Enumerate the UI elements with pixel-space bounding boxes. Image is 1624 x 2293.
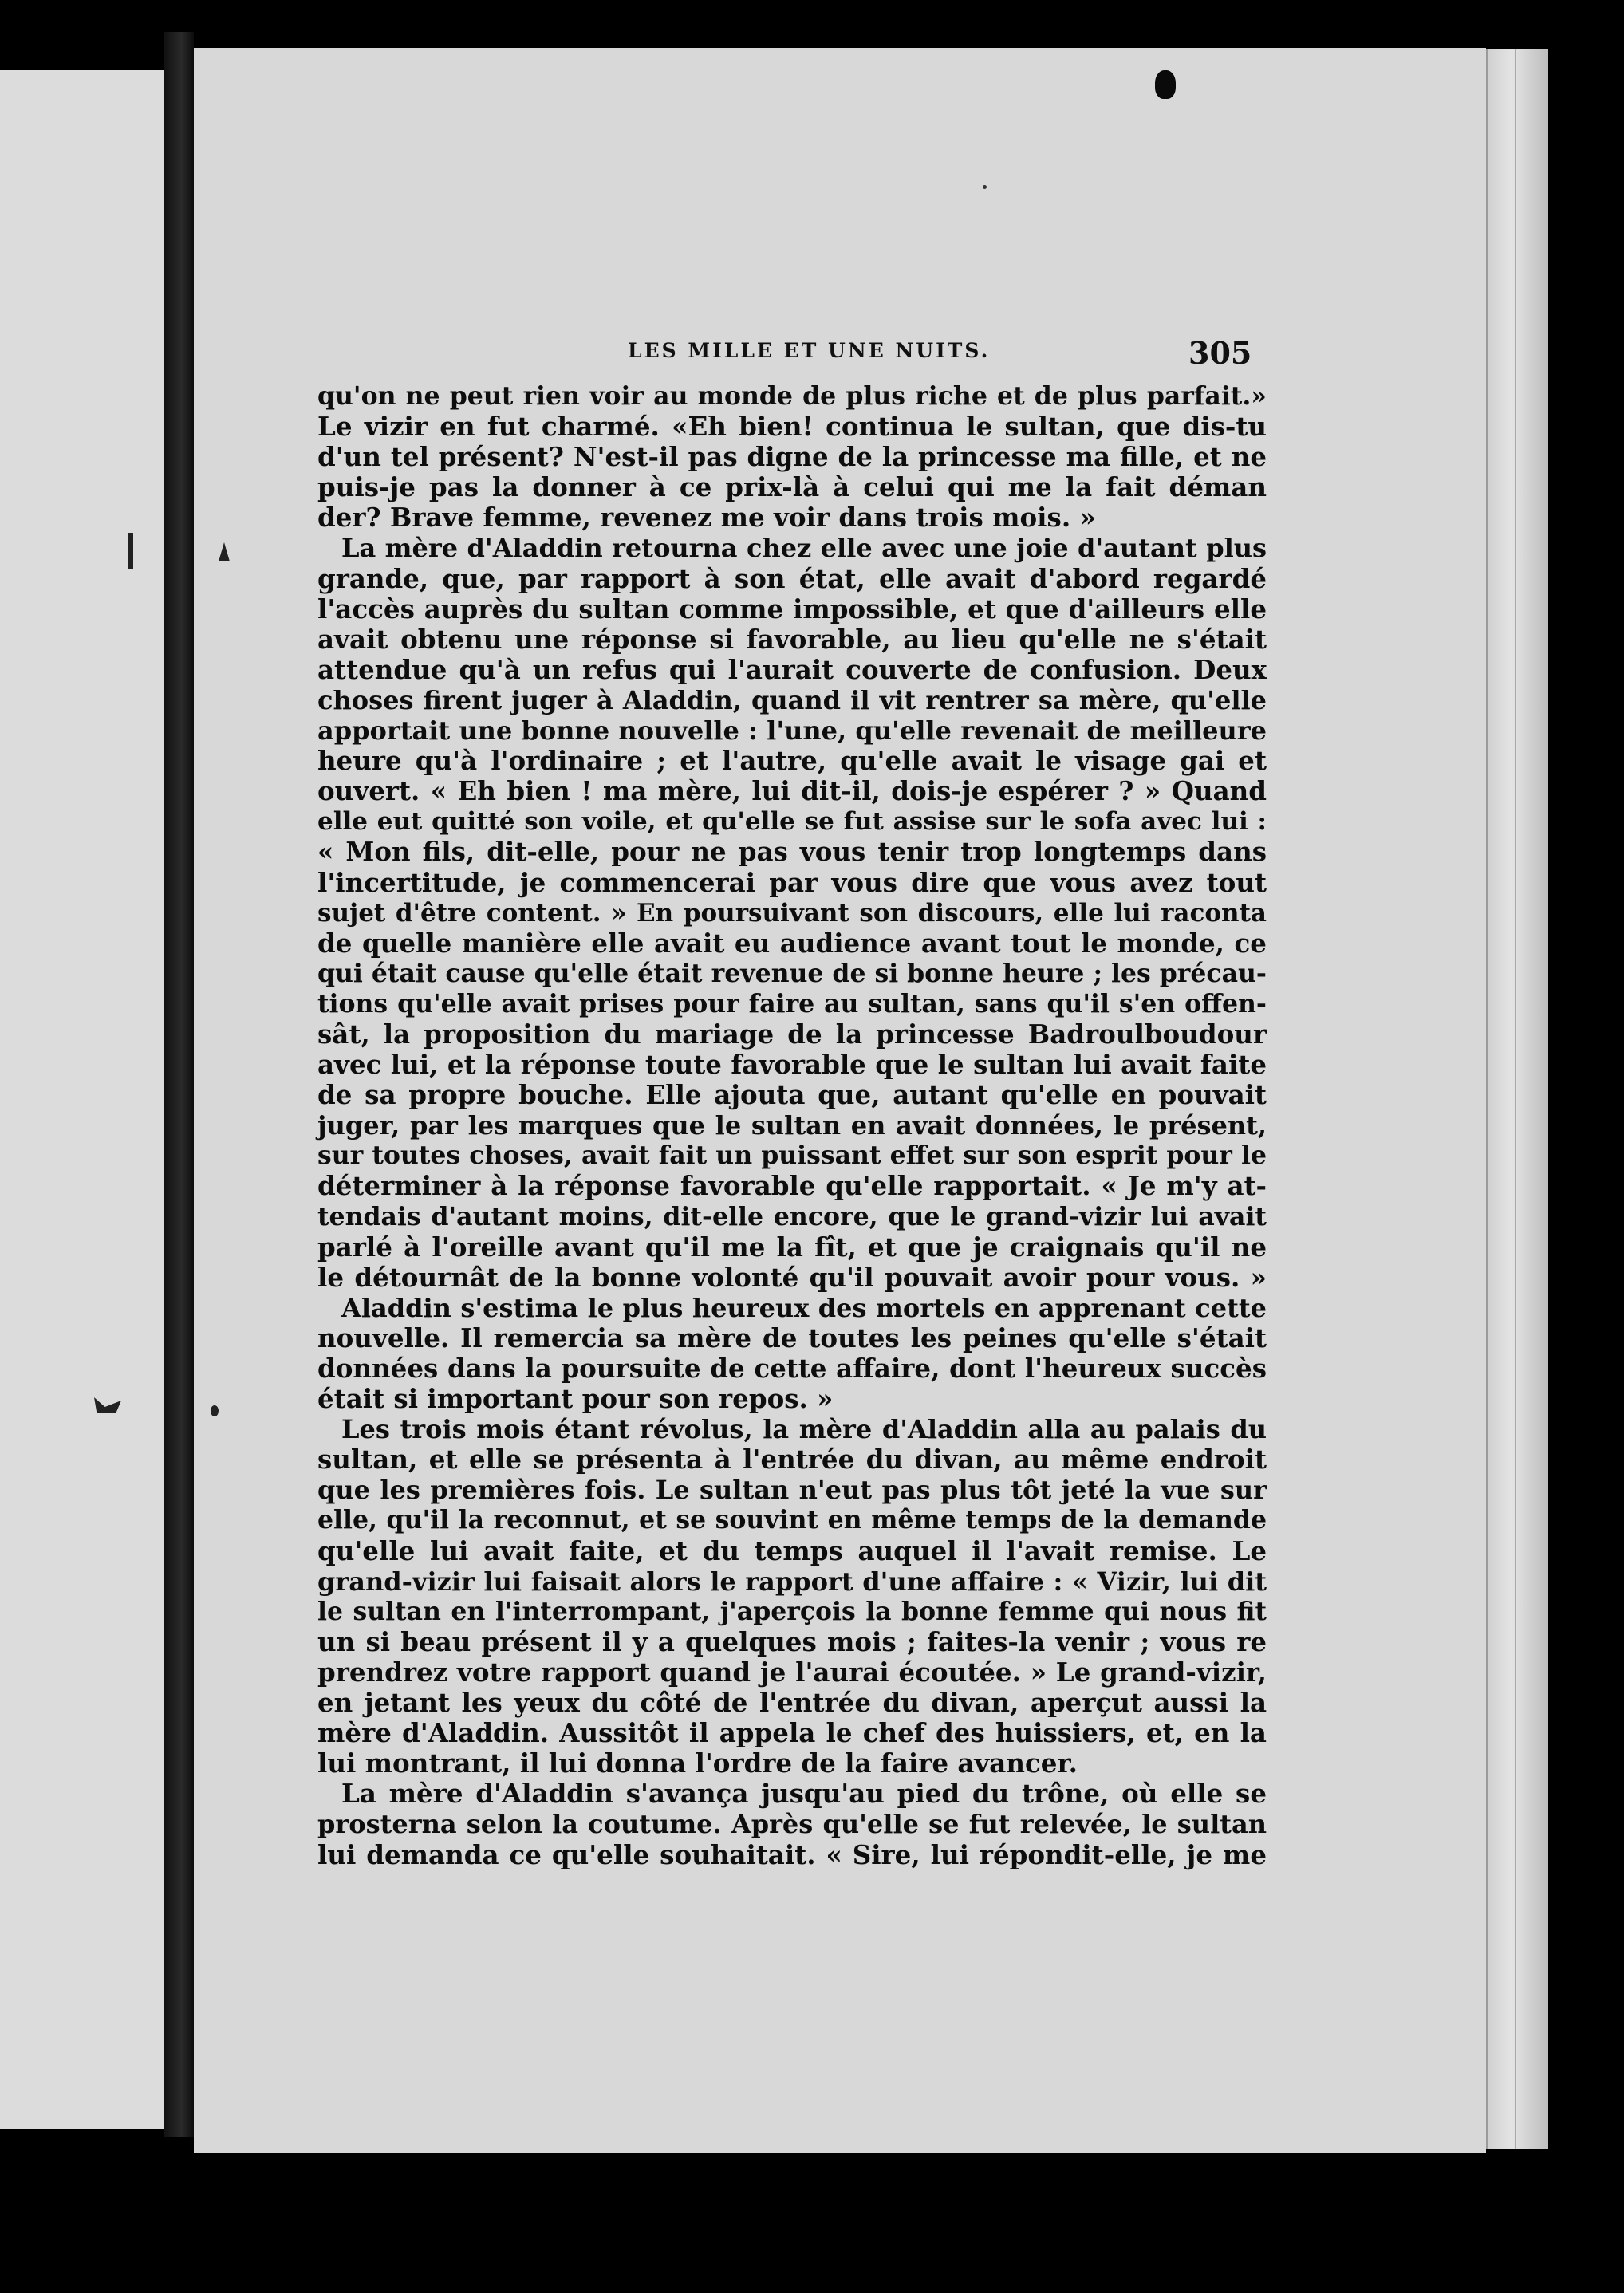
text-line: données dans la poursuite de cette affaire, dont l'heureux succès (317, 1353, 1267, 1384)
text-line: tions qu'elle avait prises pour faire au sultan, sans qu'il s'en offen- (317, 988, 1267, 1018)
text-line: que les premières fois. Le sultan n'eut pas plus tôt jeté la vue sur (317, 1475, 1267, 1506)
text-line: déterminer à la réponse favorable qu'elle rapportait. « Je m'y at- (317, 1170, 1267, 1202)
text-line: sur toutes choses, avait fait un puissant effet sur son esprit pour le (317, 1141, 1267, 1171)
text-line: le sultan en l'interrompant, j'aperçois la bonne femme qui nous fit (317, 1596, 1267, 1626)
text-line: de quelle manière elle avait eu audience avant tout le monde, ce (317, 927, 1267, 959)
text-line: La mère d'Aladdin s'avança jusqu'au pied du trône, où elle se (341, 1778, 1267, 1810)
text-line: un si beau présent il y a quelques mois ; faites-la venir ; vous re (317, 1625, 1267, 1657)
text-line: Les trois mois étant révolus, la mère d'Aladdin alla au palais du (341, 1414, 1267, 1445)
text-line: ouvert. « Eh bien ! ma mère, lui dit-il, dois-je espérer ? » Quand (317, 775, 1267, 807)
text-line: mère d'Aladdin. Aussitôt il appela le chef des huissiers, et, en la (317, 1717, 1267, 1749)
page-stack-edge (1486, 49, 1548, 2149)
text-line: nouvelle. Il remercia sa mère de toutes les peines qu'elle s'était (317, 1322, 1267, 1353)
text-line: le détournât de la bonne volonté qu'il pouvait avoir pour vous. » (317, 1261, 1267, 1293)
text-line: Aladdin s'estima le plus heureux des mortels en apprenant cette (341, 1292, 1267, 1323)
text-line: de sa propre bouche. Elle ajouta que, autant qu'elle en pouvait (317, 1079, 1267, 1111)
text-line: prendrez votre rapport quand je l'aurai écoutée. » Le grand-vizir, (317, 1656, 1267, 1688)
text-line: grand-vizir lui faisait alors le rapport d'une affaire : « Vizir, lui dit (317, 1566, 1267, 1597)
text-line: sât, la proposition du mariage de la princesse Badroulboudour (317, 1018, 1267, 1050)
text-line: elle, qu'il la reconnut, et se souvint en même temps de la demande (317, 1505, 1267, 1535)
text-line: sultan, et elle se présenta à l'entrée du divan, au même endroit (317, 1444, 1267, 1475)
text-line: attendue qu'à un refus qui l'aurait couverte de confusion. Deux (317, 653, 1267, 685)
scan-speck (983, 185, 987, 189)
text-line: l'incertitude, je commencerai par vous dire que vous avez tout (317, 866, 1267, 898)
running-title: LES MILLE ET UNE NUITS. (628, 339, 991, 362)
body-text (317, 381, 1267, 1870)
text-line: lui montrant, il lui donna l'ordre de la faire avancer. (317, 1747, 1078, 1779)
text-line: lui demanda ce qu'elle souhaitait. « Sire, lui répondit-elle, je me (317, 1838, 1267, 1870)
text-line: der? Brave femme, revenez me voir dans trois mois. » (317, 502, 1096, 534)
text-line: était si important pour son repos. » (317, 1383, 834, 1415)
text-line: elle eut quitté son voile, et qu'elle se fut assise sur le sofa avec lui : (317, 807, 1267, 837)
text-line: Le vizir en fut charmé. «Eh bien! continua le sultan, que dis-tu (317, 411, 1267, 443)
text-line: avec lui, et la réponse toute favorable que le sultan lui avait faite (317, 1049, 1267, 1081)
scan-speck (211, 1405, 219, 1416)
text-line: qu'elle lui avait faite, et du temps auquel il l'avait remise. Le (317, 1535, 1267, 1566)
text-line: sujet d'être content. » En poursuivant son discours, elle lui raconta (317, 898, 1267, 928)
text-line: tendais d'autant moins, dit-elle encore, que le grand-vizir lui avait (317, 1201, 1267, 1231)
text-line: d'un tel présent? N'est-il pas digne de la princesse ma fille, et ne (317, 441, 1267, 473)
scan-speck (1155, 70, 1176, 99)
text-line: apportait une bonne nouvelle : l'une, qu'elle revenait de meilleure (317, 715, 1267, 747)
text-line: l'accès auprès du sultan comme impossible, et que d'ailleurs elle (317, 593, 1267, 624)
text-line: qui était cause qu'elle était revenue de si bonne heure ; les précau- (317, 958, 1267, 988)
text-line: grande, que, par rapport à son état, elle avait d'abord regardé (317, 562, 1267, 594)
page-number: 305 (1188, 335, 1252, 371)
text-line: « Mon fils, dit-elle, pour ne pas vous tenir trop longtemps dans (317, 836, 1267, 868)
text-line: puis-je pas la donner à ce prix-là à celui qui me la fait déman (317, 471, 1267, 503)
facing-page-edge (0, 70, 168, 2129)
text-line: prosterna selon la coutume. Après qu'elle se fut relevée, le sultan (317, 1809, 1267, 1840)
text-line: heure qu'à l'ordinaire ; et l'autre, qu'elle avait le visage gai et (317, 745, 1267, 777)
text-line: La mère d'Aladdin retourna chez elle avec une joie d'autant plus (341, 533, 1267, 564)
text-line: qu'on ne peut rien voir au monde de plus riche et de plus parfait.» (317, 381, 1267, 411)
scan-speck (128, 533, 133, 569)
text-line: choses firent juger à Aladdin, quand il vit rentrer sa mère, qu'elle (317, 684, 1267, 715)
text-line: juger, par les marques que le sultan en avait données, le présent, (317, 1110, 1267, 1141)
text-line: avait obtenu une réponse si favorable, au lieu qu'elle ne s'était (317, 623, 1267, 655)
text-line: en jetant les yeux du côté de l'entrée du divan, aperçut aussi la (317, 1687, 1267, 1719)
book-gutter (164, 32, 194, 2137)
text-line: parlé à l'oreille avant qu'il me la fît, et que je craignais qu'il ne (317, 1231, 1267, 1263)
